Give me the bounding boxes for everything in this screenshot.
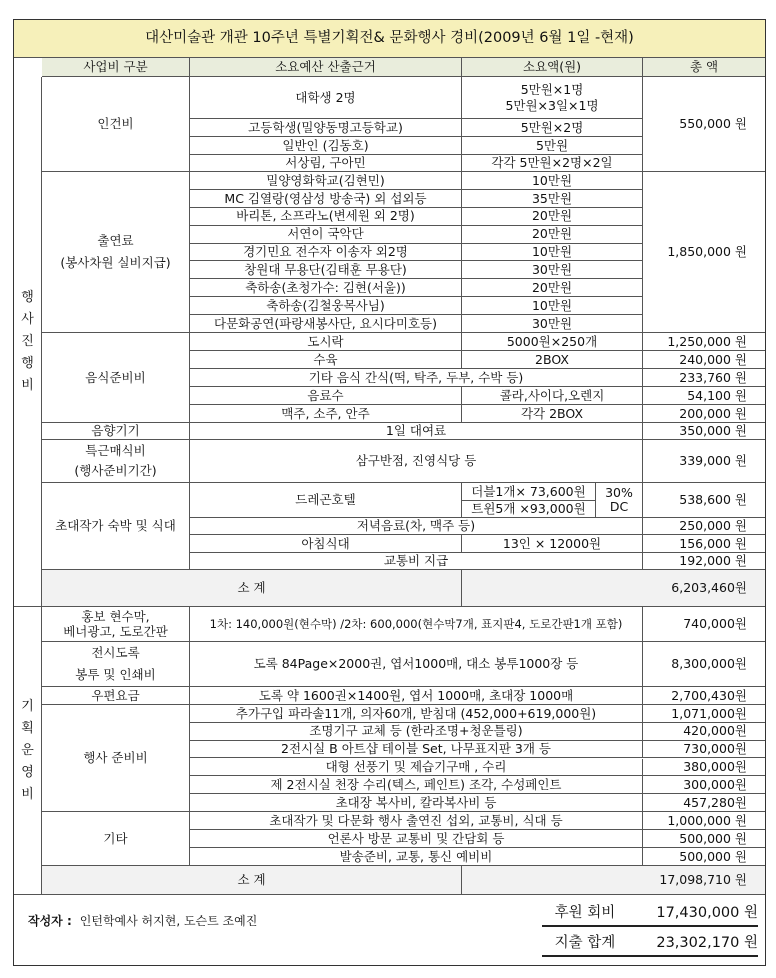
section-label-planning-operation: 기 획 운 영 비 bbox=[14, 607, 42, 895]
budget-basis: 초대장 복사비, 칼라복사비 등 bbox=[190, 794, 643, 812]
row-total: 500,000 원 bbox=[643, 830, 765, 848]
budget-amount: 20만원 bbox=[462, 279, 643, 297]
category-postage: 우편요금 bbox=[42, 687, 190, 705]
budget-basis: 축하송(김철웅목사님) bbox=[190, 297, 462, 315]
row-total: 192,000 원 bbox=[643, 553, 765, 570]
budget-basis: 수육 bbox=[190, 351, 462, 369]
budget-basis: 제 2전시실 천장 수리(텍스, 페인트) 조각, 수성페인트 bbox=[190, 776, 643, 794]
budget-basis: 발송준비, 교통, 통신 예비비 bbox=[190, 848, 643, 866]
budget-basis: 대학생 2명 bbox=[190, 77, 462, 119]
subtotal-label: 소 계 bbox=[42, 866, 462, 895]
budget-amount: 5만원 bbox=[462, 137, 643, 155]
budget-amount: 10만원 bbox=[462, 172, 643, 190]
budget-basis: 서연이 국악단 bbox=[190, 226, 462, 244]
budget-amount: 20만원 bbox=[462, 226, 643, 244]
support-label: 후원 회비 bbox=[542, 901, 628, 927]
budget-basis: 언론사 방문 교통비 및 간담회 등 bbox=[190, 830, 643, 848]
budget-basis: MC 김열랑(영삼성 방송국) 외 섭외등 bbox=[190, 190, 462, 208]
budget-basis: 조명기구 교체 등 (한라조명+청운틀링) bbox=[190, 723, 643, 741]
budget-amount: 5만원×1명 5만원×3일×1명 bbox=[462, 77, 643, 119]
budget-basis: 고등학생(밀양동명고등학교) bbox=[190, 119, 462, 137]
budget-basis: 다문화공연(파랑새봉사단, 요시다미호등) bbox=[190, 315, 462, 333]
budget-basis: 바리톤, 소프라노(변세원 외 2명) bbox=[190, 208, 462, 226]
row-total: 380,000원 bbox=[643, 759, 765, 777]
row-total: 300,000원 bbox=[643, 776, 765, 794]
budget-amount: 5만원×2명 bbox=[462, 119, 643, 137]
subtotal-value: 6,203,460원 bbox=[462, 570, 765, 607]
budget-basis: 추가구입 파라솔11개, 의자60개, 받침대 (452,000+619,000원) bbox=[190, 705, 643, 723]
budget-amount: 13인 × 12000원 bbox=[462, 535, 643, 552]
budget-basis: 1일 대여료 bbox=[190, 423, 643, 440]
budget-basis: 서상림, 구아민 bbox=[190, 155, 462, 172]
budget-amount: 콜라,사이다,오렌지 bbox=[462, 387, 643, 405]
budget-basis: 맥주, 소주, 안주 bbox=[190, 405, 462, 423]
budget-amount: 10만원 bbox=[462, 244, 643, 262]
budget-amount: 2BOX bbox=[462, 351, 643, 369]
budget-amount: 트윈5개 ×93,000원 bbox=[462, 501, 596, 518]
section-label-event-operation: 행 사 진 행 비 bbox=[14, 77, 42, 607]
category-total: 8,300,000원 bbox=[643, 642, 765, 687]
row-total: 500,000 원 bbox=[643, 848, 765, 866]
budget-basis: 저녁음료(차, 맥주 등) bbox=[190, 518, 643, 535]
author-names: 인턴학예사 허지현, 도슨트 조예진 bbox=[79, 913, 258, 928]
budget-basis: 경기민요 전수자 이송자 외2명 bbox=[190, 244, 462, 262]
header-basis: 소요예산 산출근거 bbox=[190, 58, 462, 77]
category-total: 350,000 원 bbox=[643, 423, 765, 440]
header-category: 사업비 구분 bbox=[42, 58, 190, 77]
discount-note: 30% DC bbox=[596, 483, 643, 518]
budget-basis: 도록 약 1600권×1400원, 엽서 1000매, 초대장 1000매 bbox=[190, 687, 643, 705]
row-total: 1,000,000 원 bbox=[643, 812, 765, 830]
budget-basis: 기타 음식 간식(떡, 탁주, 두부, 수박 등) bbox=[190, 369, 643, 387]
budget-amount: 각각 2BOX bbox=[462, 405, 643, 423]
row-total: 1,071,000원 bbox=[643, 705, 765, 723]
row-total: 54,100 원 bbox=[643, 387, 765, 405]
budget-basis: 창원대 무용단(김태훈 무용단) bbox=[190, 261, 462, 279]
budget-basis: 삼구반점, 진영식당 등 bbox=[190, 440, 643, 483]
subtotal-value: 17,098,710 원 bbox=[462, 866, 765, 895]
budget-amount: 더블1개× 73,600원 bbox=[462, 483, 596, 501]
budget-amount: 10만원 bbox=[462, 297, 643, 315]
category-promotion: 홍보 현수막, 베너광고, 도로간판 bbox=[42, 607, 190, 642]
budget-basis: 도록 84Page×2000권, 엽서1000매, 대소 봉투1000장 등 bbox=[190, 642, 643, 687]
row-total: 1,250,000 원 bbox=[643, 333, 765, 351]
category-catalog: 전시도록 봉투 및 인쇄비 bbox=[42, 642, 190, 687]
row-total: 156,000 원 bbox=[643, 535, 765, 552]
budget-amount: 5000원×250개 bbox=[462, 333, 643, 351]
budget-amount: 35만원 bbox=[462, 190, 643, 208]
budget-basis: 1차: 140,000원(현수막) /2차: 600,000(현수막7개, 표지판4, 도로간판1개 포함) bbox=[190, 607, 643, 642]
author-label: 작성자 : bbox=[28, 913, 72, 928]
author-line bbox=[20, 906, 440, 936]
row-total: 240,000 원 bbox=[643, 351, 765, 369]
category-total: 740,000원 bbox=[643, 607, 765, 642]
row-total: 250,000 원 bbox=[643, 518, 765, 535]
budget-amount: 30만원 bbox=[462, 315, 643, 333]
page-title: 대산미술관 개관 10주년 특별기획전& 문화행사 경비(2009년 6월 1일 -현재) bbox=[14, 20, 765, 58]
category-artists: 초대작가 숙박 및 식대 bbox=[42, 483, 190, 570]
budget-amount: 30만원 bbox=[462, 261, 643, 279]
row-total: 457,280원 bbox=[643, 794, 765, 812]
expense-label: 지출 합계 bbox=[542, 931, 628, 957]
row-total: 233,760 원 bbox=[643, 369, 765, 387]
row-total: 200,000 원 bbox=[643, 405, 765, 423]
category-total: 550,000 원 bbox=[643, 77, 765, 172]
budget-basis: 음료수 bbox=[190, 387, 462, 405]
subtotal-label: 소 계 bbox=[42, 570, 462, 607]
budget-basis: 일반인 (김동호) bbox=[190, 137, 462, 155]
header-amount: 소요액(원) bbox=[462, 58, 643, 77]
budget-basis: 밀양영화학교(김현민) bbox=[190, 172, 462, 190]
header-total: 총 액 bbox=[643, 58, 765, 77]
budget-basis: 축하송(초청가수: 김현(서울)) bbox=[190, 279, 462, 297]
budget-amount: 각각 5만원×2명×2일 bbox=[462, 155, 643, 172]
category-overtime-meals: 특근매식비 (행사준비기간) bbox=[42, 440, 190, 483]
budget-basis: 대형 선풍기 및 제습기구매 , 수리 bbox=[190, 759, 643, 777]
budget-basis: 도시락 bbox=[190, 333, 462, 351]
row-total: 420,000원 bbox=[643, 723, 765, 741]
category-total: 2,700,430원 bbox=[643, 687, 765, 705]
budget-basis: 드레곤호텔 bbox=[190, 483, 462, 518]
category-food: 음식준비비 bbox=[42, 333, 190, 423]
category-event-prep: 행사 준비비 bbox=[42, 705, 190, 812]
row-total: 730,000원 bbox=[643, 741, 765, 759]
category-personnel: 인건비 bbox=[42, 77, 190, 172]
support-total: 17,430,000 원 bbox=[628, 901, 758, 927]
budget-basis: 초대작가 및 다문화 행사 출연진 섭외, 교통비, 식대 등 bbox=[190, 812, 643, 830]
budget-basis: 2전시실 B 아트샵 테이블 Set, 나무표지판 3개 등 bbox=[190, 741, 643, 759]
category-sound: 음향기기 bbox=[42, 423, 190, 440]
expense-total: 23,302,170 원 bbox=[628, 931, 758, 957]
category-total: 339,000 원 bbox=[643, 440, 765, 483]
category-total: 1,850,000 원 bbox=[643, 172, 765, 333]
row-total: 538,600 원 bbox=[643, 483, 765, 518]
budget-basis: 아침식대 bbox=[190, 535, 462, 552]
category-performance: 출연료 (봉사차원 실비지급) bbox=[42, 172, 190, 333]
budget-sheet bbox=[13, 19, 766, 966]
budget-amount: 20만원 bbox=[462, 208, 643, 226]
budget-basis: 교통비 지급 bbox=[190, 553, 643, 570]
category-etc: 기타 bbox=[42, 812, 190, 866]
